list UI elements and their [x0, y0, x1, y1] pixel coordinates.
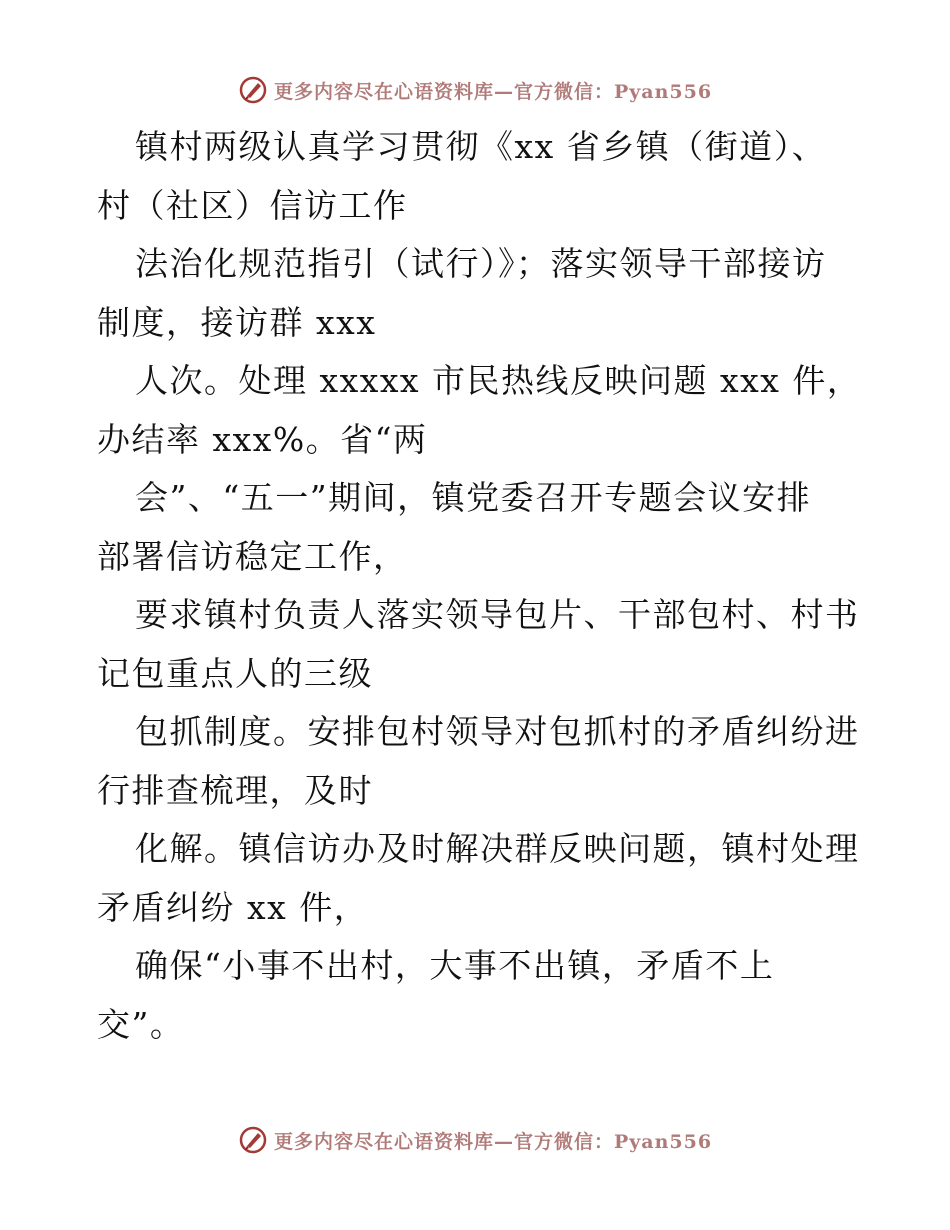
header-banner-text: 更多内容尽在心语资料库—官方微信：Pyan556	[273, 80, 713, 103]
body-line: 人次。处理 xxxxx 市民热线反映问题 xxx 件，	[135, 361, 862, 400]
body-line: 行排查梳理，及时	[97, 770, 373, 810]
page-header	[0, 70, 950, 110]
pen-logo-icon	[238, 1125, 268, 1155]
body-line: 法治化规范指引（试行）》；落实领导干部接访	[135, 244, 827, 283]
pen-logo-icon	[238, 75, 268, 105]
body-line: 包抓制度。安排包村领导对包抓村的矛盾纠纷进	[135, 712, 860, 751]
body-line: 办结率 xxx%。省“两	[97, 419, 428, 459]
body-line: 要求镇村负责人落实领导包片、干部包村、村书	[135, 595, 860, 634]
body-line: 会”、“五一”期间，镇党委召开专题会议安排	[135, 478, 812, 517]
body-line: 镇村两级认真学习贯彻《xx 省乡镇（街道）、	[135, 127, 827, 166]
document-body	[97, 118, 862, 1054]
body-line: 化解。镇信访办及时解决群反映问题，镇村处理	[135, 829, 860, 868]
footer-banner-text: 更多内容尽在心语资料库—官方微信：Pyan556	[273, 1130, 713, 1153]
body-line: 村（社区）信访工作	[97, 185, 408, 225]
header-banner	[238, 75, 712, 105]
body-line: 矛盾纠纷 xx 件，	[97, 887, 369, 927]
body-line: 部署信访稳定工作，	[97, 536, 408, 576]
body-line: 确保“小事不出村，大事不出镇，矛盾不上	[135, 946, 775, 985]
page-footer	[0, 1120, 950, 1160]
footer-banner	[238, 1125, 712, 1155]
body-line: 交”。	[97, 1004, 185, 1044]
body-line: 记包重点人的三级	[97, 653, 373, 693]
body-line: 制度，接访群 xxx	[97, 302, 377, 342]
